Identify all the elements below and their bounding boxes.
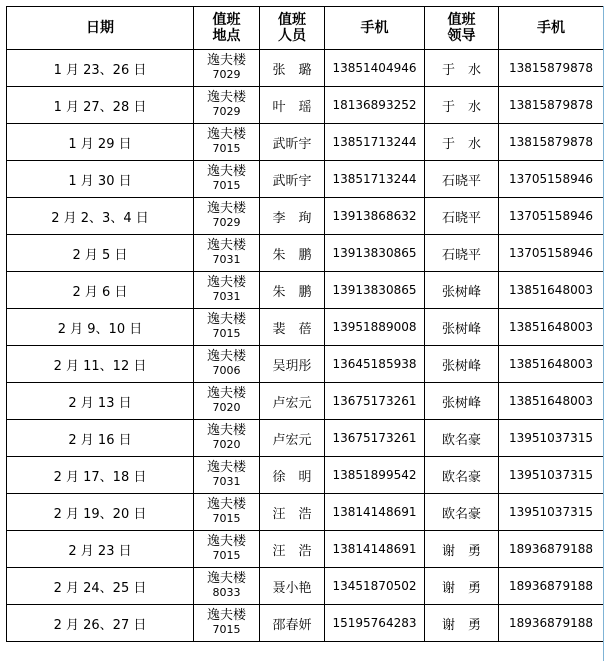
cell-date: 2 月 26、27 日	[7, 605, 194, 642]
cell-building: 逸夫楼	[206, 312, 246, 327]
table-row	[7, 124, 604, 161]
cell-leader-phone: 13815879878	[499, 50, 604, 87]
cell-building: 逸夫楼	[206, 164, 246, 179]
cell-person: 裴 蓓	[260, 309, 325, 346]
cell-building: 逸夫楼	[206, 53, 246, 68]
cell-phone: 15195764283	[325, 605, 425, 642]
cell-leader-phone: 18936879188	[499, 531, 604, 568]
header-row	[7, 7, 604, 50]
cell-place	[194, 235, 260, 272]
cell-date: 2 月 9、10 日	[7, 309, 194, 346]
cell-leader-phone: 13851648003	[499, 309, 604, 346]
cell-room: 7031	[212, 475, 241, 488]
cell-leader-phone: 18936879188	[499, 568, 604, 605]
cell-building: 逸夫楼	[206, 275, 246, 290]
table-row	[7, 309, 604, 346]
cell-place	[194, 605, 260, 642]
table-row	[7, 235, 604, 272]
cell-phone: 13851713244	[325, 161, 425, 198]
cell-place	[194, 309, 260, 346]
cell-place	[194, 346, 260, 383]
cell-person: 张 璐	[260, 50, 325, 87]
table-row	[7, 87, 604, 124]
cell-building: 逸夫楼	[206, 201, 246, 216]
cell-room: 7020	[212, 401, 241, 414]
cell-leader-phone: 13951037315	[499, 457, 604, 494]
cell-building: 逸夫楼	[206, 90, 246, 105]
cell-room: 7015	[212, 327, 241, 340]
cell-leader: 于 水	[425, 50, 499, 87]
cell-phone: 13645185938	[325, 346, 425, 383]
table-row	[7, 346, 604, 383]
cell-room: 7029	[212, 68, 241, 81]
cell-phone: 18136893252	[325, 87, 425, 124]
cell-phone: 13814148691	[325, 531, 425, 568]
cell-leader-phone: 13705158946	[499, 198, 604, 235]
cell-person: 吴玥彤	[260, 346, 325, 383]
cell-date: 2 月 2、3、4 日	[7, 198, 194, 235]
cell-person: 李 珣	[260, 198, 325, 235]
table-row	[7, 605, 604, 642]
table-row	[7, 568, 604, 605]
cell-date: 2 月 23 日	[7, 531, 194, 568]
table-row	[7, 383, 604, 420]
cell-date: 2 月 11、12 日	[7, 346, 194, 383]
cell-leader-phone: 13705158946	[499, 235, 604, 272]
cell-room: 7029	[212, 216, 241, 229]
cell-leader: 张树峰	[425, 272, 499, 309]
cell-leader-phone: 13951037315	[499, 494, 604, 531]
cell-date: 2 月 17、18 日	[7, 457, 194, 494]
cell-person: 邵春妍	[260, 605, 325, 642]
cell-person: 卢宏元	[260, 420, 325, 457]
cell-leader-phone: 13815879878	[499, 87, 604, 124]
cell-leader-phone: 13705158946	[499, 161, 604, 198]
duty-schedule-sheet	[6, 6, 603, 661]
cell-person: 武昕宇	[260, 161, 325, 198]
cell-leader: 张树峰	[425, 309, 499, 346]
cell-building: 逸夫楼	[206, 386, 246, 401]
cell-leader-phone: 13951037315	[499, 420, 604, 457]
table-row	[7, 272, 604, 309]
cell-room: 7015	[212, 179, 241, 192]
cell-room: 7006	[212, 364, 241, 377]
cell-date: 1 月 30 日	[7, 161, 194, 198]
cell-person: 徐 明	[260, 457, 325, 494]
cell-building: 逸夫楼	[206, 423, 246, 438]
cell-room: 7015	[212, 623, 241, 636]
cell-building: 逸夫楼	[206, 534, 246, 549]
cell-date: 2 月 5 日	[7, 235, 194, 272]
cell-date: 2 月 19、20 日	[7, 494, 194, 531]
cell-phone: 13913830865	[325, 272, 425, 309]
cell-place	[194, 494, 260, 531]
cell-phone: 13913830865	[325, 235, 425, 272]
cell-leader: 谢 勇	[425, 605, 499, 642]
cell-room: 7031	[212, 253, 241, 266]
table-row	[7, 531, 604, 568]
cell-place	[194, 124, 260, 161]
table-row	[7, 198, 604, 235]
cell-phone: 13675173261	[325, 383, 425, 420]
cell-leader-phone: 18936879188	[499, 605, 604, 642]
window-edge-line	[603, 6, 604, 661]
cell-place	[194, 531, 260, 568]
cell-person: 汪 浩	[260, 531, 325, 568]
cell-leader: 张树峰	[425, 346, 499, 383]
table-row	[7, 457, 604, 494]
cell-building: 逸夫楼	[206, 571, 246, 586]
cell-date: 2 月 24、25 日	[7, 568, 194, 605]
cell-place	[194, 568, 260, 605]
cell-person: 卢宏元	[260, 383, 325, 420]
header-date: 日期	[7, 7, 194, 50]
cell-phone: 13675173261	[325, 420, 425, 457]
cell-building: 逸夫楼	[206, 608, 246, 623]
header-leader-phone: 手机	[499, 7, 604, 50]
cell-leader-phone: 13851648003	[499, 272, 604, 309]
cell-date: 1 月 27、28 日	[7, 87, 194, 124]
cell-date: 1 月 23、26 日	[7, 50, 194, 87]
cell-leader: 石晓平	[425, 161, 499, 198]
cell-place	[194, 272, 260, 309]
cell-room: 8033	[212, 586, 241, 599]
cell-leader-phone: 13851648003	[499, 346, 604, 383]
cell-phone: 13951889008	[325, 309, 425, 346]
cell-room: 7029	[212, 105, 241, 118]
cell-leader: 谢 勇	[425, 568, 499, 605]
cell-place	[194, 50, 260, 87]
cell-person: 朱 鹏	[260, 272, 325, 309]
cell-place	[194, 161, 260, 198]
header-leader: 值班 领导	[425, 7, 499, 50]
cell-phone: 13851713244	[325, 124, 425, 161]
cell-person: 叶 瑶	[260, 87, 325, 124]
cell-place	[194, 198, 260, 235]
cell-leader: 于 水	[425, 87, 499, 124]
cell-leader: 石晓平	[425, 198, 499, 235]
cell-phone: 13851404946	[325, 50, 425, 87]
table-row	[7, 161, 604, 198]
cell-building: 逸夫楼	[206, 460, 246, 475]
cell-leader: 于 水	[425, 124, 499, 161]
cell-room: 7015	[212, 142, 241, 155]
cell-person: 汪 浩	[260, 494, 325, 531]
cell-leader: 欧名豪	[425, 420, 499, 457]
cell-place	[194, 383, 260, 420]
cell-person: 聂小艳	[260, 568, 325, 605]
cell-person: 武昕宇	[260, 124, 325, 161]
cell-building: 逸夫楼	[206, 349, 246, 364]
cell-room: 7031	[212, 290, 241, 303]
cell-date: 2 月 13 日	[7, 383, 194, 420]
cell-date: 2 月 16 日	[7, 420, 194, 457]
table-row	[7, 50, 604, 87]
header-phone: 手机	[325, 7, 425, 50]
cell-building: 逸夫楼	[206, 238, 246, 253]
table-row	[7, 420, 604, 457]
cell-leader: 谢 勇	[425, 531, 499, 568]
duty-schedule-table	[6, 6, 604, 642]
cell-leader: 欧名豪	[425, 457, 499, 494]
cell-phone: 13451870502	[325, 568, 425, 605]
cell-leader: 张树峰	[425, 383, 499, 420]
cell-place	[194, 420, 260, 457]
cell-phone: 13851899542	[325, 457, 425, 494]
cell-leader: 欧名豪	[425, 494, 499, 531]
cell-room: 7015	[212, 512, 241, 525]
cell-date: 2 月 6 日	[7, 272, 194, 309]
cell-leader-phone: 13851648003	[499, 383, 604, 420]
table-row	[7, 494, 604, 531]
cell-phone: 13814148691	[325, 494, 425, 531]
cell-building: 逸夫楼	[206, 127, 246, 142]
header-person: 值班 人员	[260, 7, 325, 50]
cell-room: 7015	[212, 549, 241, 562]
cell-person: 朱 鹏	[260, 235, 325, 272]
cell-place	[194, 457, 260, 494]
cell-leader-phone: 13815879878	[499, 124, 604, 161]
header-place: 值班 地点	[194, 7, 260, 50]
cell-phone: 13913868632	[325, 198, 425, 235]
cell-room: 7020	[212, 438, 241, 451]
cell-date: 1 月 29 日	[7, 124, 194, 161]
cell-place	[194, 87, 260, 124]
cell-building: 逸夫楼	[206, 497, 246, 512]
cell-leader: 石晓平	[425, 235, 499, 272]
